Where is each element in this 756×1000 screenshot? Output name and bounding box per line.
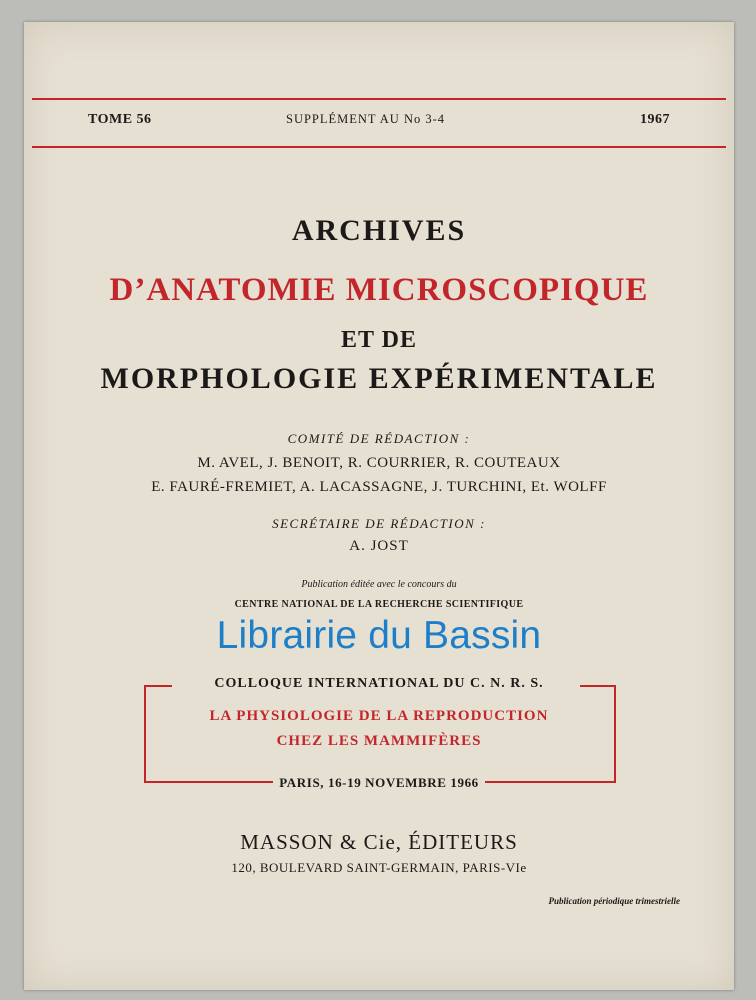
periodic-note: Publication périodique trimestrielle — [548, 896, 680, 906]
cnrs-name: CENTRE NATIONAL DE LA RECHERCHE SCIENTIFIQUE — [234, 599, 524, 610]
publisher-address: 120, BOULEVARD SAINT-GERMAIN, PARIS-VIe — [231, 860, 527, 875]
colloque-dates-wrap — [24, 774, 734, 792]
title-anatomie: D’ANATOMIE MICROSCOPIQUE — [109, 272, 649, 308]
secretary-label: SECRÉTAIRE DE RÉDACTION : — [272, 516, 486, 531]
colloque-subject-line2: CHEZ LES MAMMIFÈRES — [276, 733, 482, 749]
title-morphologie: MORPHOLOGIE EXPÉRIMENTALE — [100, 362, 658, 395]
tome-number: TOME 56 — [88, 112, 152, 127]
committee-names-line1: M. AVEL, J. BENOIT, R. COURRIER, R. COUTEAUX — [197, 455, 561, 471]
title-archives: ARCHIVES — [291, 214, 467, 247]
journal-cover — [24, 22, 734, 990]
title-et-de: ET DE — [341, 327, 417, 353]
header-bottom-rule — [32, 146, 726, 148]
committee-names-line2: E. FAURÉ-FREMIET, A. LACASSAGNE, J. TURCHINI, Et. WOLFF — [151, 479, 607, 495]
publisher-name: MASSON & Cie, ÉDITEURS — [240, 830, 518, 854]
secretary-name: A. JOST — [349, 538, 409, 554]
header-top-rule — [32, 98, 726, 100]
colloque-title: COLLOQUE INTERNATIONAL DU C. N. R. S. — [214, 676, 544, 691]
publication-year: 1967 — [640, 112, 670, 127]
publication-edited-with: Publication éditée avec le concours du — [301, 579, 457, 590]
supplement-label: SUPPLÉMENT AU No 3-4 — [286, 112, 446, 126]
bookseller-watermark: Librairie du Bassin — [216, 614, 542, 657]
colloque-subject-line1: LA PHYSIOLOGIE DE LA REPRODUCTION — [209, 708, 549, 724]
committee-label: COMITÉ DE RÉDACTION : — [287, 431, 471, 446]
colloque-dates: PARIS, 16-19 NOVEMBRE 1966 — [273, 775, 485, 790]
